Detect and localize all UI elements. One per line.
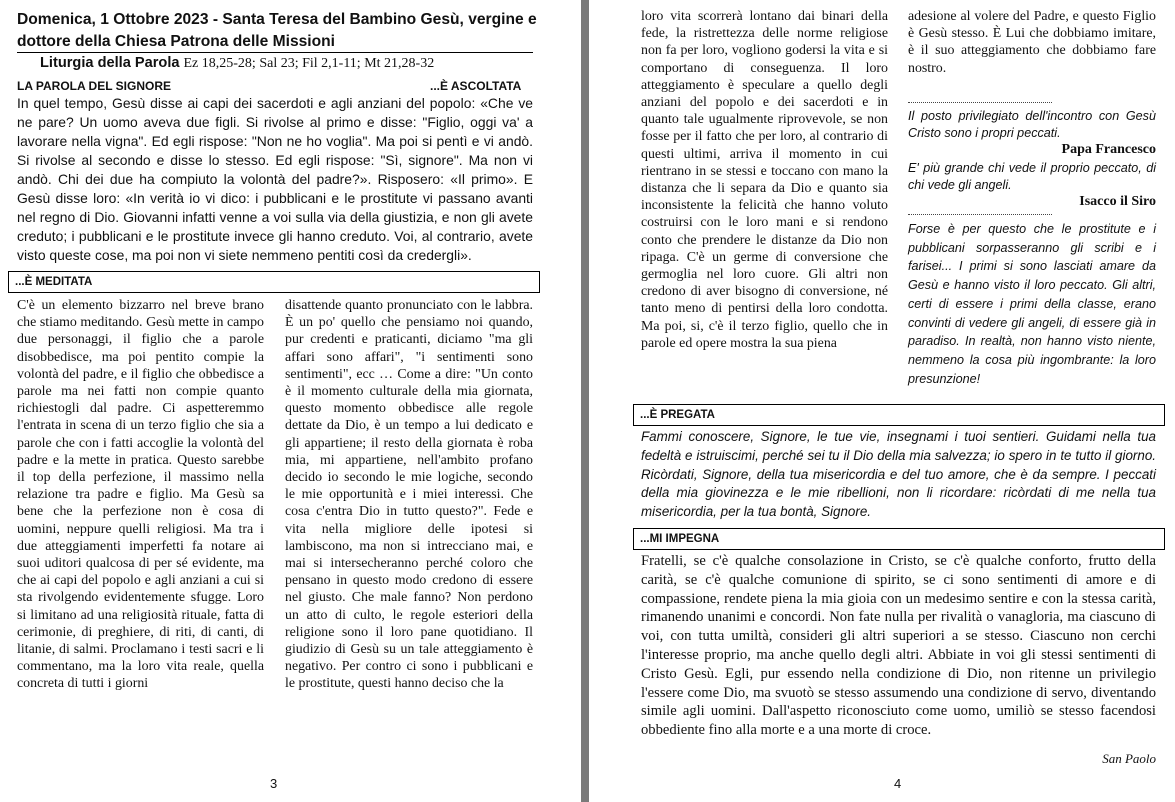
word-of-lord-label: LA PAROLA DEL SIGNORE (17, 79, 172, 93)
quote-isacco: E' più grande chi vede il proprio peccato, di chi vede gli angeli. (908, 161, 1156, 192)
quote-francesco-author: Papa Francesco (1061, 142, 1156, 157)
title-rule (17, 52, 533, 53)
ascoltata-label: ...È ASCOLTATA (430, 79, 522, 93)
page-number: 3 (270, 776, 278, 791)
page-3 (0, 0, 581, 802)
meditata-header: ...È MEDITATA (8, 271, 540, 293)
meditation-column-4: adesione al volere del Padre, e questo Figlio è Gesù stesso. È Lui che dobbiamo imitare, è il suo atteggiamento che dobbiamo fare nostro. (908, 9, 1156, 76)
prayer-text: Fammi conoscere, Signore, le tue vie, insegnami i tuoi sentieri. Guidami nella tua fedeltà e istruiscimi, perché sei tu il Dio della mia salvezza; io spero in te tutto il giorno. Ricòrdati, Signore, della tua misericordia e del tuo amore, che è da sempre. I peccati della mia giovinezza e le mie ribellioni, non li ricordare: ricòrdati di me nella tua misericordia, per la tua bontà, Signore. (641, 429, 1156, 520)
liturgy-line (40, 54, 434, 72)
meditation-column-1: C'è un elemento bizzarro nel breve brano che stiamo meditando. Gesù mette in campo due personaggi, il figlio che a parole disobbedisce, ma poi pentito compie la volontà del padre, e il figlio che obbedisce a parole ma nei fatti non compie quanto richiestogli dal padre. Ci aspetteremmo l'entrata in scena di un terzo figlio che sia a parole che con i fatti accoglie la volontà del padre e la mette in pratica. Questo sarebbe il top della perfezione, il massimo nella relazione tra padre e figlio. Ma Gesù sa bene che la perfezione non è cosa di uomini, neppure quelli religiosi. Ma tra i due atteggiamenti imperfetti fa notare ai suoi uditori qualcosa di per sé evidente, ma che ai capi del popolo e agli anziani a cui si sta rivolgendo evidentemente sfugge. Loro si limitano ad una religiosità rituale, fatta di cerimonie, di preghiere, di riti, di canti, di litanie, di salmi. Proclamano i testi sacri e li commentano, ma la loro vita reale, quella concreta di tutti i giorni (17, 298, 264, 692)
commitment-author: San Paolo (1102, 751, 1156, 766)
liturgy-label: Liturgia della Parola (40, 55, 180, 71)
liturgy-refs: Ez 18,25-28; Sal 23; Fil 2,1-11; Mt 21,28-32 (183, 56, 435, 71)
commitment-text: Fratelli, se c'è qualche consolazione in Cristo, se c'è qualche conforto, frutto della carità, se c'è qualche comunione di spirito, se ci sono sentimenti di amore e di compassione, rendete piena la mia gioia con un medesimo sentire e con la stessa carità, rimanendo unanimi e concordi. Non fate nulla per rivalità o vanagloria, ma ciascuno di voi, con tutta umiltà, consideri gli altri superiori a se stesso. Ciascuno non cerchi l'interesse proprio, ma anche quello degli altri. Abbiate in voi gli stessi sentimenti di Cristo Gesù. Egli, pur essendo nella condizione di Dio, non ritenne un privilegio l'essere come Dio, ma svuotò se stesso assumendo una condizione di servo, diventando simile agli uomini. Dall'aspetto riconosciuto come uomo, umiliò se stesso facendosi obbediente fino alla morte e a una morte di croce. (641, 553, 1156, 739)
date-title: Domenica, 1 Ottobre 2023 - Santa Teresa del Bambino Gesù, vergine e dottore della Chiesa Patrona delle Missioni (17, 11, 537, 50)
page-divider (581, 0, 589, 802)
pregata-header: ...È PREGATA (633, 404, 1165, 426)
reflection-text: Forse è per questo che le prostitute e i pubblicani sorpasseranno gli scribi e i farisei... I primi si sono lasciati amare da Gesù e hanno visto il loro peccato. Gli altri, certi di essere i primi della classe, erano convinti di vedere gli angeli, di essere già in paradiso. In realtà, non hanno visto niente, nemmeno la cosa più ingombrante: la loro presunzione! (908, 222, 1156, 386)
quote-isacco-author: Isacco il Siro (1079, 194, 1156, 209)
page-number: 4 (894, 776, 902, 791)
quote-francesco: Il posto privilegiato dell'incontro con Gesù Cristo sono i propri peccati. (908, 109, 1156, 140)
gospel-text: In quel tempo, Gesù disse ai capi dei sacerdoti e agli anziani del popolo: «Che ve ne pare? Un uomo aveva due figli. Si rivolse al primo e disse: "Figlio, oggi va' a lavorare nella vigna". Ed egli rispose: "Non ne ho voglia". Ma poi si pentì e vi andò. Si rivolse al secondo e disse lo stesso. Ed egli rispose: "Sì, signore". Ma non vi andò. Chi dei due ha compiuto la volontà del padre?». Risposero: «Il primo». E Gesù disse loro: «In verità io vi dico: i pubblicani e le prostitute vi passano avanti nel regno di Dio. Giovanni infatti venne a voi sulla via della giustizia, e non gli avete creduto; i pubblicani e le prostitute invece gli hanno creduto. Voi, al contrario, avete visto queste cose, ma poi non vi siete nemmeno pentiti così da credergli». (17, 95, 533, 263)
quote-separator (908, 102, 1052, 103)
impegna-header: ...MI IMPEGNA (633, 528, 1165, 550)
reflection-separator (908, 214, 1052, 215)
page-4 (589, 0, 1175, 802)
meditation-column-2: disattende quanto pronunciato con le labbra. È un po' quello che pensiamo noi quando, pur credenti e praticanti, diciamo "ma gli affari sono affari", "i sentimenti sono sentimenti", ecc … Come a dire: "Un conto è il momento culturale della mia giornata, questo momento obbedisce alle regole dettate da Dio, è un tempo a lui dedicato e gli appartiene; il resto della giornata è roba mia, mi appartiene, nell'ambito profano decido io secondo le mie logiche, secondo le mie opportunità e i miei interessi. Che cosa c'entra Dio in tutto questo?". Fede e vita nella migliore delle ipotesi si lambiscono, ma non si intrecciano mai, e mai si intersecheranno perché coloro che pensano in questo modo credono di essere nel giusto. Che male fanno? Non perdono un atto di culto, le regole esteriori della religione sono il loro pane quotidiano. Il giudizio di Gesù su un tale atteggiamento è negativo. Per contro ci sono i pubblicani e le prostitute, questi hanno deciso che la (285, 298, 533, 692)
meditation-column-3: loro vita scorrerà lontano dai binari della fede, la ristrettezza delle norme religiose non fa per loro, vogliono godersi la vita e si comportano di conseguenza. Il loro atteggiamento è speculare a quello degli anziani del popolo e dei sacerdoti e in quanto tale ugualmente riprovevole, se non fosse per il fatto che per loro, al contrario di questi ultimi, arriva il momento in cui rientrano in se stessi e toccano con mano la distanza che li separa da Dio e quanto sia inconsistente la felicità che hanno voluto costruirsi con le loro mani e si rendono conto che prendere le distanze da Dio non ripaga. C'è un germe di conversione che germoglia nel loro cuore. Gli altri non credono di aver bisogno di conversione, né tanto meno di pentirsi della loro condotta. Ma poi, si, c'è il terzo figlio, quello che in parole ed opere mostra la sua piena (641, 9, 888, 351)
